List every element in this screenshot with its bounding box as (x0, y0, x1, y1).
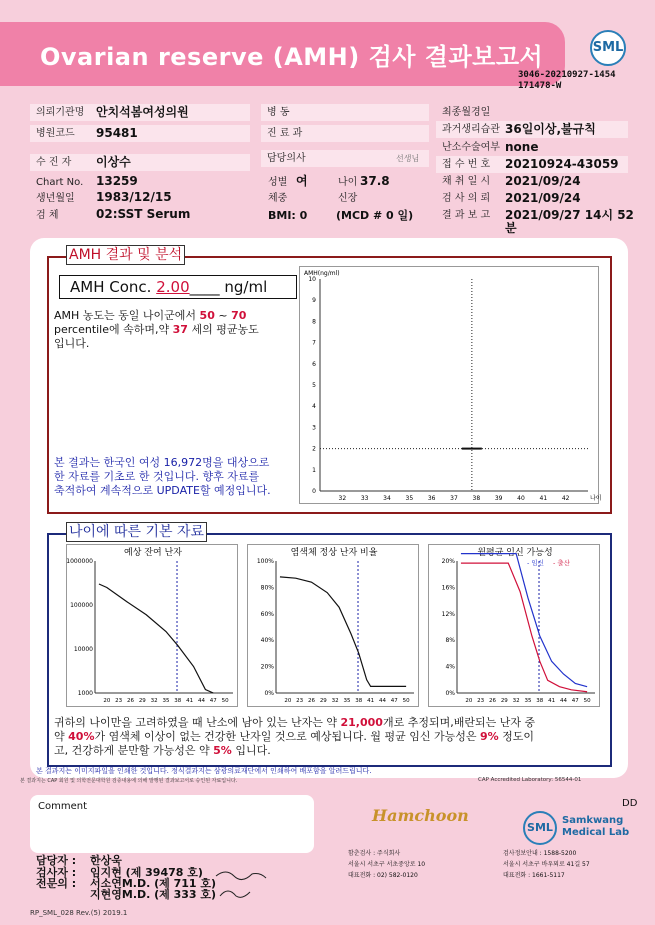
dob-value: 1983/12/15 (96, 190, 172, 204)
monthly-pregnancy-chart (429, 545, 601, 708)
chart-y-tick: 10000 (73, 646, 93, 653)
amh-x-tick: 32 (338, 495, 347, 502)
report-date-cont: 분 (505, 221, 517, 235)
height-label: 신장 (338, 193, 358, 204)
age-summary: 귀하의 나이만을 고려하였을 때 난소에 남아 있는 난자는 약 21,000개로 추정되며,배란되는 난자 중 약 40%가 염색체 이상이 없는 건강한 난자일 것으로 예상됩니다. 월 평균 임신 가능성은 9% 정도이 고, 건강하게 분만할 가능성은 약 5% 입니다. (54, 716, 536, 757)
chart-x-tick: 38 (174, 698, 182, 704)
chart-x-tick: 41 (548, 698, 556, 704)
specimen-value: 02:SST Serum (96, 207, 191, 221)
age-label: 나이 (338, 177, 358, 188)
receipt-no-value: 20210924-43059 (505, 157, 619, 171)
hamchoon-info: 함춘검사 : 주식회사 서울시 서초구 서초중앙로 10 대표전화 : 02) 582-0120 (348, 850, 426, 879)
ovarian-surgery-value: none (505, 140, 539, 154)
chart-x-tick: 44 (378, 698, 386, 704)
amh-y-tick: 4 (312, 403, 316, 411)
amh-y-label: AMH(ng/ml) (304, 270, 340, 277)
amh-x-tick: 35 (405, 495, 414, 502)
mcd-value: (MCD # 0 일) (336, 209, 414, 222)
chart-x-tick: 35 (524, 698, 532, 704)
chart-y-tick: 0% (445, 690, 455, 697)
amh-y-tick: 8 (312, 318, 316, 326)
ovarian-surgery-label: 난소수술여부 (442, 142, 500, 153)
amh-x-tick: 34 (383, 495, 391, 502)
amh-x-tick: 40 (517, 495, 525, 502)
amh-x-tick: 37 (450, 495, 458, 502)
chart-series-line (99, 584, 213, 693)
doctor-suffix: 선생님 (396, 154, 420, 163)
chart-x-tick: 38 (355, 698, 363, 704)
chart-y-tick: 1000 (77, 690, 93, 697)
amh-x-tick: 38 (472, 495, 481, 502)
weight-label: 체중 (268, 193, 288, 204)
ward-label: 병 동 (261, 104, 429, 121)
chart-y-tick: 4% (445, 663, 455, 671)
sex-value: 여 (296, 174, 308, 188)
chart-legend-item: - 임신 (527, 559, 544, 567)
chart-y-tick: 100000 (70, 602, 93, 609)
chart-title: 예상 잔여 난자 (124, 548, 182, 558)
chart-x-tick: 47 (571, 698, 579, 704)
chart-x-tick: 44 (559, 698, 567, 704)
amh-x-tick: 33 (360, 495, 369, 502)
sml-logo: SML (590, 30, 626, 66)
chart-title: 염색체 정상 난자 비율 (290, 548, 378, 558)
cycle-value: 36일이상,불규칙 (505, 122, 596, 136)
age-value: 37.8 (360, 174, 390, 188)
footer-code: RP_SML_028 Rev.(5) 2019.1 (30, 909, 128, 917)
hospital-code-label: 병원코드 (30, 125, 250, 142)
chart-series-line (280, 577, 406, 687)
chart-y-tick: 80% (260, 584, 274, 592)
cap-accredited: CAP Accredited Laboratory: 56544-01 (478, 777, 582, 783)
amh-chart (300, 267, 600, 505)
chart-x-tick: 35 (343, 698, 351, 704)
amh-x-tick: 42 (561, 495, 570, 502)
sex-label: 성별 (268, 177, 288, 188)
comment-label: Comment (38, 801, 87, 812)
age-section-title: 나이에 따른 기본 자료 (66, 522, 207, 542)
amh-x-tick: 36 (427, 495, 436, 502)
chart-x-tick: 20 (103, 698, 111, 704)
chart-x-tick: 20 (284, 698, 292, 704)
remaining-eggs-frame (66, 544, 238, 707)
chart-x-tick: 29 (319, 698, 327, 704)
chart-no-value: 13259 (96, 174, 138, 188)
amh-y-tick: 9 (312, 297, 316, 305)
chart-series-line (461, 554, 587, 687)
amh-section-title: AMH 결과 및 분석 (66, 245, 185, 265)
chart-no-label: Chart No. (36, 177, 84, 188)
amh-description: AMH 농도는 동일 나이군에서 50 ~ 70 percentile에 속하며,약 37 세의 평균농도 입니다. (54, 309, 259, 350)
image-note: 본 결과지는 이미지파일을 인쇄한 것입니다. 정식결과지는 삼광의료재단에서 인쇄하여 배포함을 알려드립니다. (36, 767, 372, 775)
comment-box (30, 795, 314, 853)
amh-y-tick: 3 (312, 424, 316, 432)
chart-x-tick: 50 (583, 698, 591, 704)
chart-y-tick: 16% (441, 584, 455, 592)
amh-y-tick: 7 (312, 339, 316, 347)
amh-y-tick: 10 (308, 276, 316, 283)
amh-conc-box: AMH Conc. 2.00____ ng/ml (59, 275, 297, 299)
chart-x-tick: 41 (367, 698, 375, 704)
bmi-value: BMI: 0 (268, 209, 308, 222)
hamchoon-logo: Hamchoon (372, 806, 469, 825)
chart-x-tick: 41 (186, 698, 194, 704)
chart-x-tick: 29 (500, 698, 508, 704)
signature-image (212, 866, 272, 906)
chart-x-tick: 50 (402, 698, 410, 704)
remaining-eggs-chart (67, 545, 239, 708)
institution-value: 안치석봄여성의원 (96, 105, 189, 119)
chart-x-tick: 44 (197, 698, 205, 704)
cycle-label: 과거생리습관 (436, 121, 628, 138)
chart-x-tick: 29 (138, 698, 146, 704)
staff-line: 담당자 : 한상욱 (36, 854, 122, 867)
amh-y-tick: 6 (312, 360, 316, 368)
chart-x-tick: 26 (307, 698, 315, 704)
sml-info: 검사정보안내 : 1588-5200 서울시 서초구 바우뫼로 41길 57 대표전화 : 1661-5117 (503, 850, 590, 879)
chart-y-tick: 100% (256, 558, 274, 565)
patient-label: 수 진 자 (30, 154, 250, 171)
cap-note: 본 결과지는 CAP 회원 및 의학전문대학원 검증내용에 의해 발행된 결과보고서로 승인된 자료입니다. (20, 778, 238, 784)
chart-y-tick: 40% (260, 637, 274, 645)
chart-y-tick: 1000000 (66, 558, 93, 565)
dept-label: 진 료 과 (261, 125, 429, 142)
hospital-code-value: 95481 (96, 126, 138, 140)
amh-x-tick: 39 (494, 495, 503, 502)
amh-x-tick: 41 (539, 495, 548, 502)
patient-value: 이상수 (96, 155, 131, 169)
sml-name: Samkwang Medical Lab (562, 815, 630, 838)
amh-chart-frame (299, 266, 602, 504)
chart-x-tick: 38 (536, 698, 544, 704)
specimen-label: 검 체 (36, 210, 59, 221)
chart-y-tick: 20% (260, 663, 274, 671)
chart-x-tick: 20 (465, 698, 473, 704)
chart-x-tick: 50 (221, 698, 229, 704)
chart-x-tick: 26 (488, 698, 496, 704)
collect-date-value: 2021/09/24 (505, 174, 581, 188)
amh-note: 본 결과는 한국인 여성 16,972명을 대상으로 한 자료를 기초로 한 것입니다. 향후 자료를 축적하여 계속적으로 UPDATE할 예정입니다. (54, 456, 271, 497)
receipt-no-label: 접 수 번 호 (436, 156, 628, 173)
collect-date-label: 채 취 일 시 (442, 176, 491, 187)
dd-mark: DD (622, 798, 638, 809)
request-date-value: 2021/09/24 (505, 191, 581, 205)
sml-bottom-logo: SML (523, 811, 557, 845)
amh-y-tick: 2 (312, 445, 316, 453)
chart-x-tick: 26 (126, 698, 134, 704)
chart-x-tick: 32 (512, 698, 520, 704)
request-date-label: 검 사 의 뢰 (442, 193, 491, 204)
report-date-value: 2021/09/27 14시 52 (505, 208, 634, 222)
institution-label: 의뢰기관명 (30, 104, 250, 121)
chart-y-tick: 20% (441, 558, 455, 565)
chart-x-tick: 32 (331, 698, 339, 704)
report-id: 3046-20210927-1454 171478-W (518, 70, 616, 91)
chart-x-tick: 23 (477, 698, 485, 704)
tester-line: 검사자 : 임지현 (제 39478 호) (36, 866, 203, 879)
chart-x-tick: 32 (150, 698, 158, 704)
amh-y-tick: 5 (312, 382, 316, 389)
chart-x-tick: 35 (162, 698, 170, 704)
last-menses-label: 최종월경일 (442, 107, 491, 118)
monthly-pregnancy-frame (428, 544, 600, 707)
amh-conc-value: 2.00 (156, 278, 190, 296)
chart-title: 월평균 임신 가능성 (477, 548, 553, 558)
report-title: Ovarian reserve (AMH) 검사 결과보고서 (40, 43, 544, 71)
chart-x-tick: 47 (390, 698, 398, 704)
chart-x-tick: 23 (115, 698, 123, 704)
chart-x-tick: 23 (296, 698, 304, 704)
specialist-line: 전문의 : 서소연M.D. (제 711 호) (36, 877, 217, 890)
normal-egg-ratio-chart (248, 545, 420, 708)
amh-y-tick: 1 (312, 466, 316, 474)
chart-y-tick: 60% (260, 610, 274, 618)
normal-egg-ratio-frame (247, 544, 419, 707)
chart-y-tick: 12% (441, 610, 455, 618)
amh-patient-point (462, 448, 482, 450)
chart-y-tick: 0% (264, 690, 274, 697)
chart-y-tick: 8% (445, 637, 455, 645)
chart-legend-item: - 출산 (553, 559, 570, 567)
specialist-line-2: 지현영M.D. (제 333 호) (90, 888, 217, 901)
report-date-label: 결 과 보 고 (442, 210, 491, 221)
dob-label: 생년월일 (36, 193, 75, 204)
doctor-label: 담당의사 (261, 150, 429, 167)
amh-x-label: 나이 (590, 495, 602, 502)
chart-x-tick: 47 (209, 698, 217, 704)
amh-y-tick: 0 (312, 488, 316, 495)
